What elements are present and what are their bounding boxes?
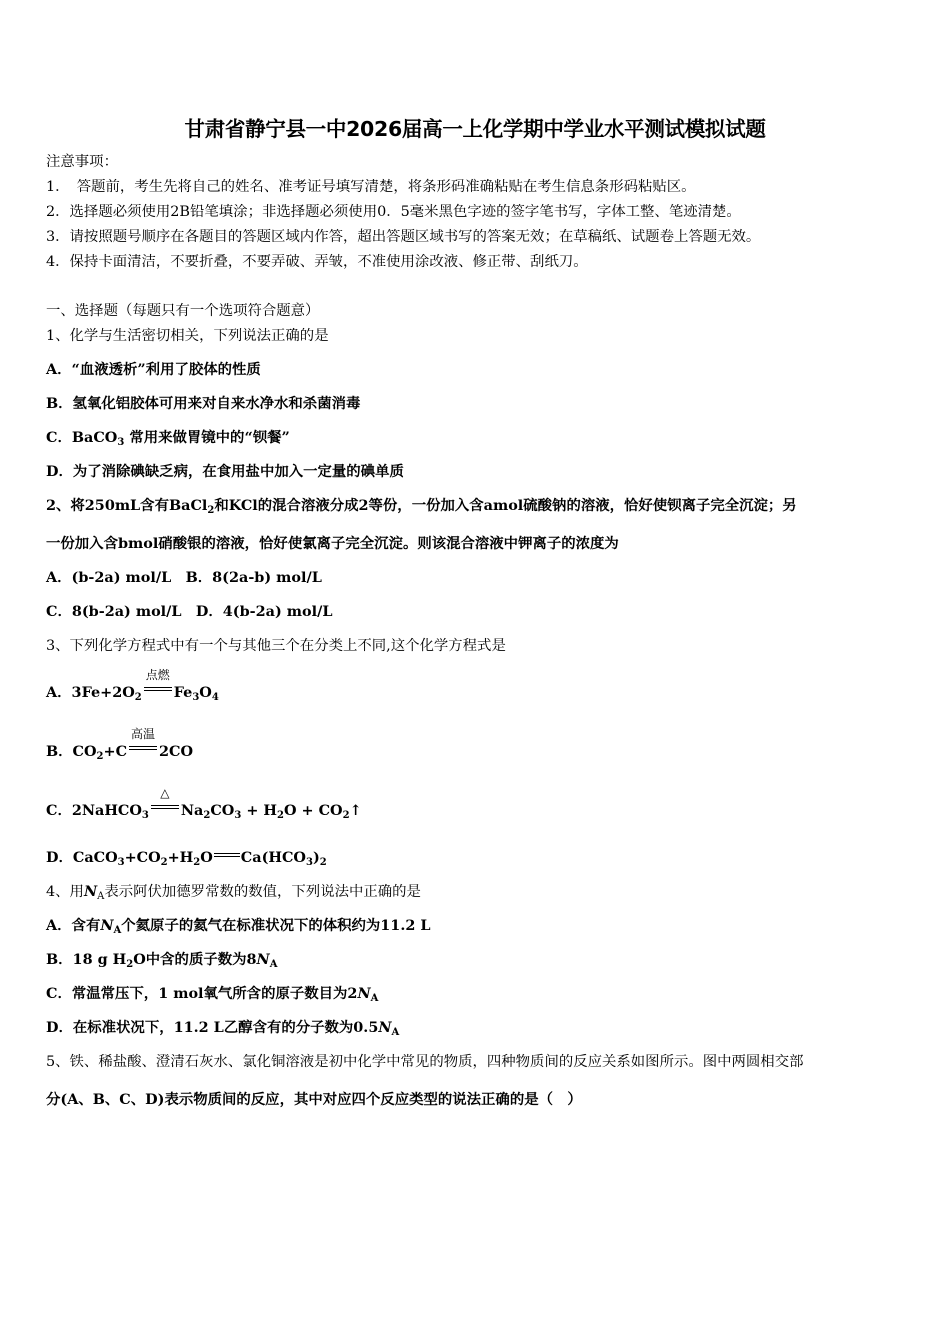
page-title: 甘肃省静宁县一中2026届高一上化学期中学业水平测试模拟试题 bbox=[184, 117, 766, 141]
notice-item-4: 4．保持卡面清洁，不要折叠，不要弄破、弄皱，不准使用涂改液、修正带、刮纸刀。 bbox=[46, 254, 588, 270]
reaction-condition: 点燃 bbox=[142, 685, 174, 695]
reaction-condition: 高温 bbox=[127, 744, 159, 754]
reaction-condition: △ bbox=[149, 803, 181, 813]
q3-option-a: A．$3Fe+2O_2$ 点燃 $Fe_3O_4$ bbox=[46, 668, 219, 703]
q2-stem-line2: 一份加入含bmol硝酸银的溶液，恰好使氯离子完全沉淀。则该混合溶液中钾离子的浓度为 bbox=[46, 535, 619, 552]
q3-option-c: C．2NaHCO$_3$ △ $Na_2CO_3 + H_2O$ + $CO_2↑$ bbox=[46, 786, 362, 821]
q2-options-ab: A．(b-2a) mol/L B．8(2a-b) mol/L bbox=[46, 569, 322, 586]
notice-heading: 注意事项： bbox=[46, 154, 118, 170]
q3-stem: 3、下列化学方程式中有一个与其他三个在分类上不同,这个化学方程式是 bbox=[46, 638, 506, 654]
q5-stem-line1: 5、铁、稀盐酸、澄清石灰水、氯化铜溶液是初中化学中常见的物质，四种物质间的反应关系如图所示。图中两圆相交部 bbox=[46, 1054, 804, 1070]
q1-option-c: C．BaCO$_3$ 常用来做胃镜中的“钡餐” bbox=[46, 429, 290, 448]
notice-item-2: 2．选择题必须使用2B铅笔填涂；非选择题必须使用0．5毫米黑色字迹的签字笔书写，字体工整、笔迹清楚。 bbox=[46, 204, 741, 220]
q1-option-d: D．为了消除碘缺乏病，在食用盐中加入一定量的碘单质 bbox=[46, 463, 404, 480]
q4-option-a: A．含有$N_A$个氦原子的氦气在标准状况下的体积约为11.2 L bbox=[46, 917, 431, 936]
section-heading: 一、选择题（每题只有一个选项符合题意） bbox=[46, 303, 320, 319]
q3-option-d: D．$CaCO_3+CO_2+H_2O$ $Ca(HCO_3)_2$ bbox=[46, 849, 327, 868]
q4-option-c: C．常温常压下，1 mol氧气所含的原子数目为$2N_A$ bbox=[46, 985, 379, 1004]
q3-option-b: B．$CO_2+C$ 高温 2CO bbox=[46, 727, 194, 762]
q5-stem-line2: 分(A、B、C、D)表示物质间的反应，其中对应四个反应类型的说法正确的是（ ） bbox=[46, 1091, 582, 1108]
q2-options-cd: C．8(b-2a) mol/L D．4(b-2a) mol/L bbox=[46, 603, 333, 620]
q1-option-a: A．“血液透析”利用了胶体的性质 bbox=[46, 361, 261, 378]
q1-option-b: B．氢氧化铝胶体可用来对自来水净水和杀菌消毒 bbox=[46, 395, 361, 412]
q2-stem-line1: 2、将250mL含有BaCl$_2$和KCl的混合溶液分成2等份，一份加入含amol硫酸钠的溶液，恰好使钡离子完全沉淀；另 bbox=[46, 497, 797, 516]
q4-stem: 4、用$N_A$表示阿伏加德罗常数的数值，下列说法中正确的是 bbox=[46, 883, 421, 902]
notice-item-1: 1． 答题前，考生先将自己的姓名、准考证号填写清楚，将条形码准确粘贴在考生信息条形码粘贴区。 bbox=[46, 179, 696, 195]
q1-stem: 1、化学与生活密切相关，下列说法正确的是 bbox=[46, 328, 329, 344]
q4-option-b: B．18 g $H_2O$中含的质子数为$8N_A$ bbox=[46, 951, 278, 970]
q4-option-d: D．在标准状况下，11.2 L乙醇含有的分子数为$0.5N_A$ bbox=[46, 1019, 400, 1038]
notice-item-3: 3．请按照题号顺序在各题目的答题区域内作答，超出答题区域书写的答案无效；在草稿纸、试题卷上答题无效。 bbox=[46, 229, 761, 245]
equals-sign bbox=[213, 852, 241, 860]
